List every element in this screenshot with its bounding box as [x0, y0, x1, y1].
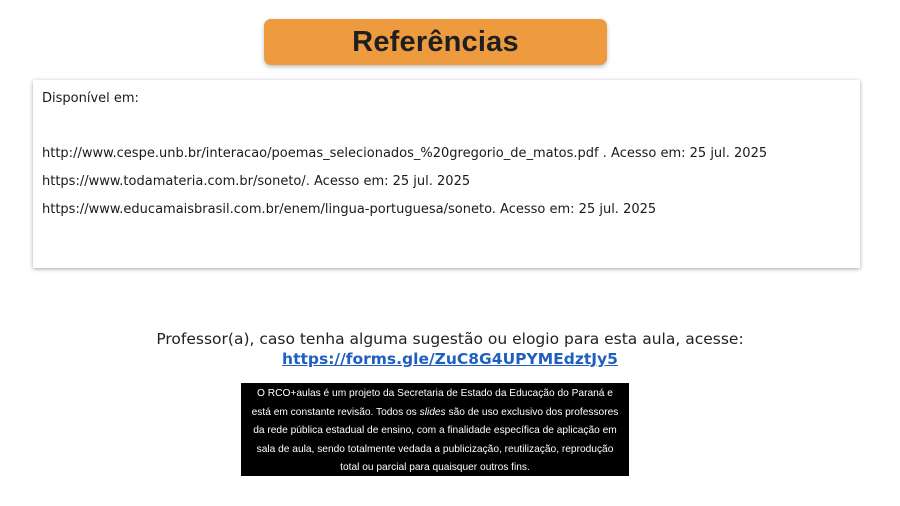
copyright-notice: [241, 383, 629, 476]
references-list: [42, 146, 767, 230]
reference-item: https://www.educamaisbrasil.com.br/enem/lingua-portuguesa/soneto. Acesso em: 25 jul. 2025: [42, 202, 657, 217]
notice-text-part2: são de uso exclusivo dos professores da rede pública estadual de ensino, com a finalidade específica de aplicação em sala de aula, sendo totalmente vedada a publicização, reutilização, reprodução total ou parcial para quaisquer outros fins.: [253, 406, 619, 473]
feedback-section: [0, 329, 900, 369]
notice-text-emphasis: slides: [419, 406, 446, 418]
feedback-text: Professor(a), caso tenha alguma sugestão ou elogio para esta aula, acesse:: [156, 330, 744, 348]
feedback-form-link[interactable]: https://forms.gle/ZuC8G4UPYMEdztJy5: [282, 350, 618, 368]
title-banner: [264, 19, 607, 65]
references-intro: Disponível em:: [42, 91, 139, 106]
reference-item: https://www.todamateria.com.br/soneto/. Acesso em: 25 jul. 2025: [42, 174, 471, 189]
reference-item: http://www.cespe.unb.br/interacao/poemas_selecionados_%20gregorio_de_matos.pdf . Acesso em: 25 jul. 2025: [42, 146, 768, 161]
references-box: [33, 80, 860, 268]
page-title: Referências: [352, 25, 519, 58]
notice-text-part1: O RCO+aulas é um projeto da Secretaria de Estado da Educação do Paraná e está em constante revisão. Todos os: [251, 388, 613, 418]
